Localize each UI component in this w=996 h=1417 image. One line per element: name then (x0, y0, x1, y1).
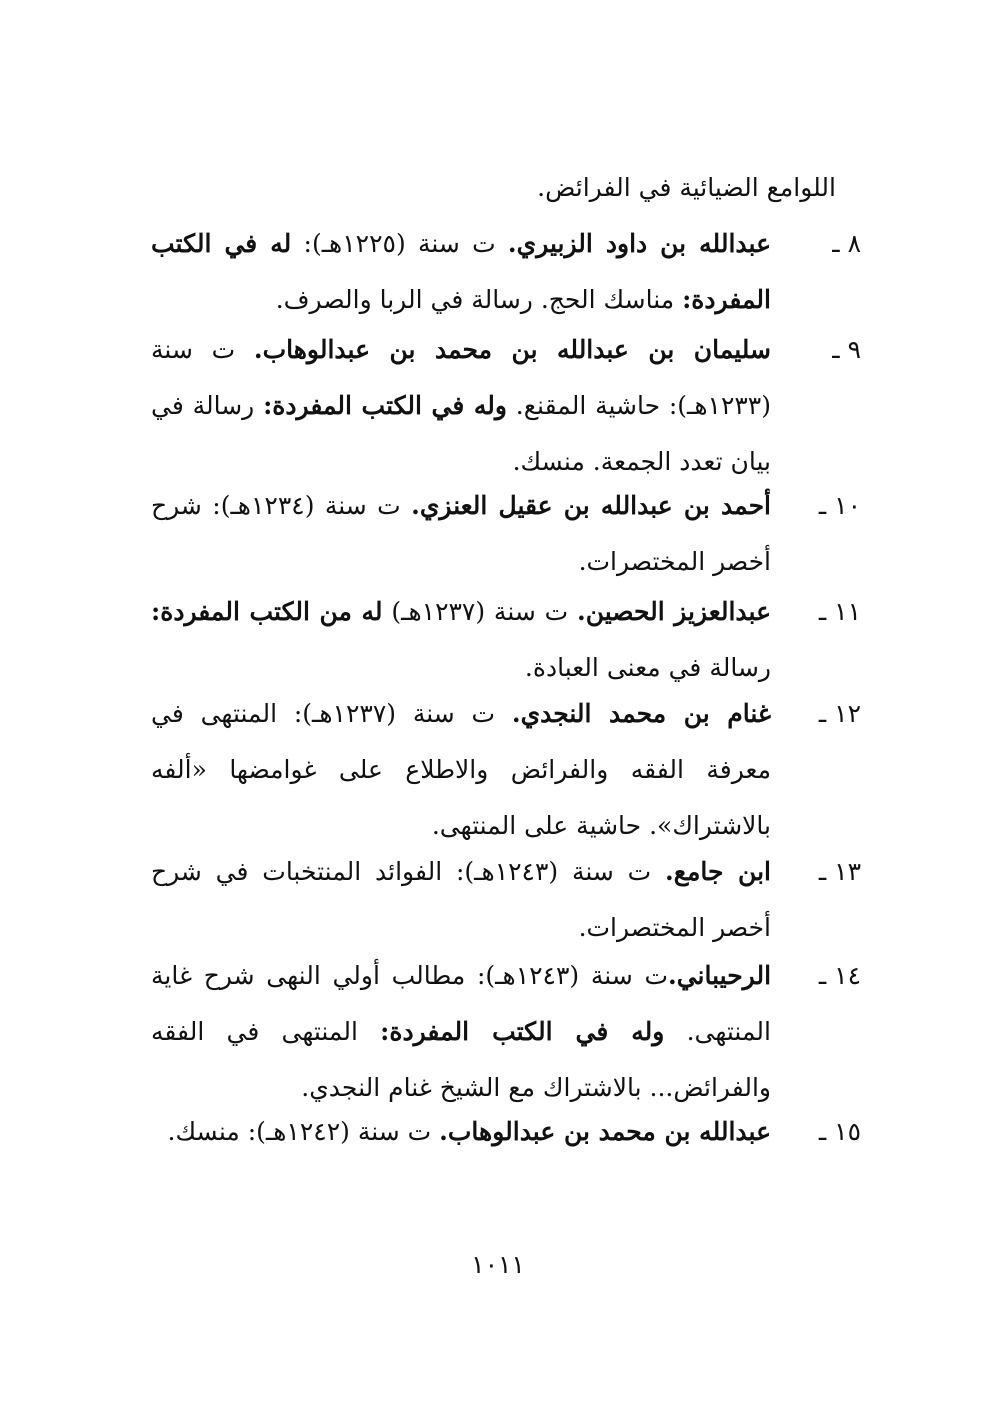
entry-details: ت سنة (١٢٤٢هـ): منسك. (167, 1117, 440, 1146)
continuation-line: اللوامع الضيائية في الفرائض. (537, 173, 836, 202)
author-name: عبدالله بن محمد بن عبدالوهاب. (439, 1117, 771, 1146)
entry-bold-label: له في الكتب المفردة: (151, 229, 771, 314)
author-name: أحمد بن عبدالله بن عقيل العنزي. (411, 491, 772, 520)
entry-bold-label: وله في الكتب المفردة: (380, 1017, 665, 1046)
entry-number: ١١ ـ (818, 597, 861, 626)
entry-details: ت سنة (١٢٤٣هـ): الفوائد المنتخبات في شرح أخصر المختصرات. (151, 857, 771, 942)
entry-details: ت سنة (١٢٢٥هـ): (291, 229, 508, 258)
author-name: ابن جامع. (665, 857, 771, 886)
entry-text (151, 322, 771, 490)
author-name: عبدالعزيز الحصين. (577, 597, 771, 626)
entry-12 (136, 694, 861, 862)
entry-text (151, 478, 771, 590)
entry-number: ٨ ـ (832, 229, 861, 258)
entry-text (151, 584, 771, 696)
page-number: ١٠١١ (471, 1250, 525, 1279)
author-name: غنام بن محمد النجدي. (511, 699, 771, 728)
entry-works: رسالة في بيان تعدد الجمعة. منسك. (151, 391, 771, 476)
entry-14 (136, 956, 861, 1124)
entry-details: ت سنة (١٢٣٤هـ): شرح أخصر المختصرات. (151, 491, 771, 576)
entry-text (151, 1104, 771, 1160)
entry-text (151, 948, 771, 1116)
entry-details: ت سنة (١٢٣٧هـ): المنتهى في معرفة الفقه والفرائض والاطلاع على غوامضها «ألفه بالاشتراك». حاشية على المنتهى. (151, 699, 771, 840)
entry-works: رسالة في معنى العبادة. (524, 653, 771, 682)
entry-details: ت سنة (١٢٣٣هـ): حاشية المقنع. (151, 335, 771, 420)
author-name: الرحيباني. (668, 961, 772, 990)
entry-details: ت سنة (١٢٣٧هـ) (382, 597, 577, 626)
entry-number: ١٠ ـ (818, 491, 861, 520)
author-name: عبدالله بن داود الزبيري. (507, 229, 771, 258)
entry-works: مناسك الحج. رسالة في الربا والصرف. (275, 285, 683, 314)
entry-9 (136, 330, 861, 498)
entry-15 (136, 1112, 861, 1224)
entry-details: ت سنة (١٢٤٣هـ): مطالب أولي النهى شرح غاية المنتهى. (151, 961, 771, 1046)
entry-number: ١٣ ـ (818, 857, 861, 886)
entry-bold-label: وله في الكتب المفردة: (263, 391, 507, 420)
entry-number: ٩ ـ (832, 335, 861, 364)
entry-number: ١٢ ـ (818, 699, 861, 728)
entry-number: ١٥ ـ (818, 1117, 861, 1146)
entry-10 (136, 486, 861, 598)
entry-text (151, 686, 771, 854)
entry-text (151, 844, 771, 956)
entry-number: ١٤ ـ (818, 961, 861, 990)
author-name: سليمان بن عبدالله بن محمد بن عبدالوهاب. (253, 335, 771, 364)
entry-bold-label: له من الكتب المفردة: (151, 597, 383, 626)
entry-works: المنتهى في الفقه والفرائض... بالاشتراك مع الشيخ غنام النجدي. (151, 1017, 771, 1102)
entry-text (151, 216, 771, 328)
entry-8 (136, 224, 861, 336)
